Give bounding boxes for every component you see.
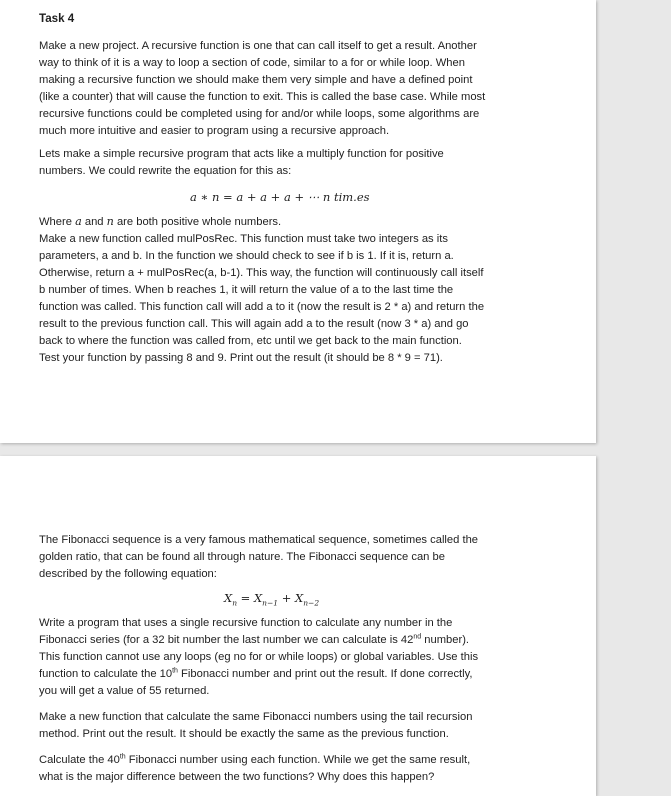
text-line: Lets make a simple recursive program that acts like a multiply function for positive (39, 148, 444, 160)
text-line: This function cannot use any loops (eg no for or while loops) or global variables. Use this (39, 651, 479, 663)
text-line: The Fibonacci sequence is a very famous mathematical sequence, sometimes called the (39, 534, 479, 546)
text-line: numbers. We could rewrite the equation for this as: (39, 165, 292, 177)
text-line: golden ratio, that can be found all through nature. The Fibonacci sequence can be (39, 551, 445, 563)
mulposrec-paragraph (39, 213, 529, 367)
text-line: function was called. This function call will add a to it (now the result is 2 * a) and return the (39, 301, 485, 313)
math-var-n: n (106, 215, 114, 228)
fibonacci-intro-paragraph (39, 532, 529, 583)
text-line: result to the previous function call. This will again add a to the result (now 3 * a) and go (39, 318, 469, 330)
intro-paragraph (39, 38, 529, 140)
text-line: Where a and n are both positive whole numbers. (39, 215, 282, 228)
text-line: described by the following equation: (39, 568, 217, 580)
multiply-equation: a ∗ n = a + a + a + ⋯ n tim.es (190, 190, 370, 204)
text-line: Write a program that uses a single recursive function to calculate any number in the (39, 617, 453, 629)
document-page-2 (0, 456, 596, 796)
text-line: method. Print out the result. It should be exactly the same as the previous function. (39, 728, 449, 740)
text-line: making a recursive function we should make them very simple and have a defined point (39, 74, 473, 86)
text-line: back to where the function was called from, etc until we get back to the main function. (39, 335, 462, 347)
text-line: recursive functions could be completed using for and/or while loops, some algorithms are (39, 108, 480, 120)
text-line: Fibonacci series (for a 32 bit number the last number we can calculate is 42nd number). (39, 633, 470, 646)
document-page-1 (0, 0, 596, 443)
fibonacci-equation: $X_n = X_{n-1} + X_{n-2}$ (224, 591, 320, 608)
math-var-a: a (75, 215, 82, 228)
recursive-fibonacci-paragraph (39, 615, 529, 700)
text-line: way to think of it is a way to loop a section of code, similar to a for or while loop. When (39, 57, 465, 69)
text-line: Otherwise, return a + mulPosRec(a, b-1). This way, the function will continuously call itself (39, 267, 484, 279)
text-line: Make a new function called mulPosRec. This function must take two integers as its (39, 233, 448, 245)
text-line: Make a new function that calculate the same Fibonacci numbers using the tail recursion (39, 711, 473, 723)
task-heading: Task 4 (39, 12, 75, 25)
text-line: much more intuitive and easier to program using a recursive approach. (39, 125, 390, 137)
text-line: function to calculate the 10th Fibonacci number and print out the result. If done correctly, (39, 667, 473, 680)
tail-recursion-paragraph (39, 709, 529, 743)
text-line: parameters, a and b. In the function we should check to see if b is 1. If it is, return a. (39, 250, 454, 262)
text-line: b number of times. When b reaches 1, it will return the value of a to the last time the (39, 284, 454, 296)
text-line: Calculate the 40th Fibonacci number using each function. While we get the same result, (39, 753, 471, 766)
text-line: what is the major difference between the two functions? Why does this happen? (39, 771, 435, 783)
text-line: Test your function by passing 8 and 9. Print out the result (it should be 8 * 9 = 71). (39, 352, 443, 364)
text-line: you will get a value of 55 returned. (39, 685, 210, 697)
comparison-question-paragraph (39, 752, 529, 786)
text-line: Make a new project. A recursive function is one that can call itself to get a result. Another (39, 40, 477, 52)
multiply-intro-paragraph (39, 146, 529, 180)
text-line: (like a counter) that will cause the function to exit. This is called the base case. While most (39, 91, 486, 103)
